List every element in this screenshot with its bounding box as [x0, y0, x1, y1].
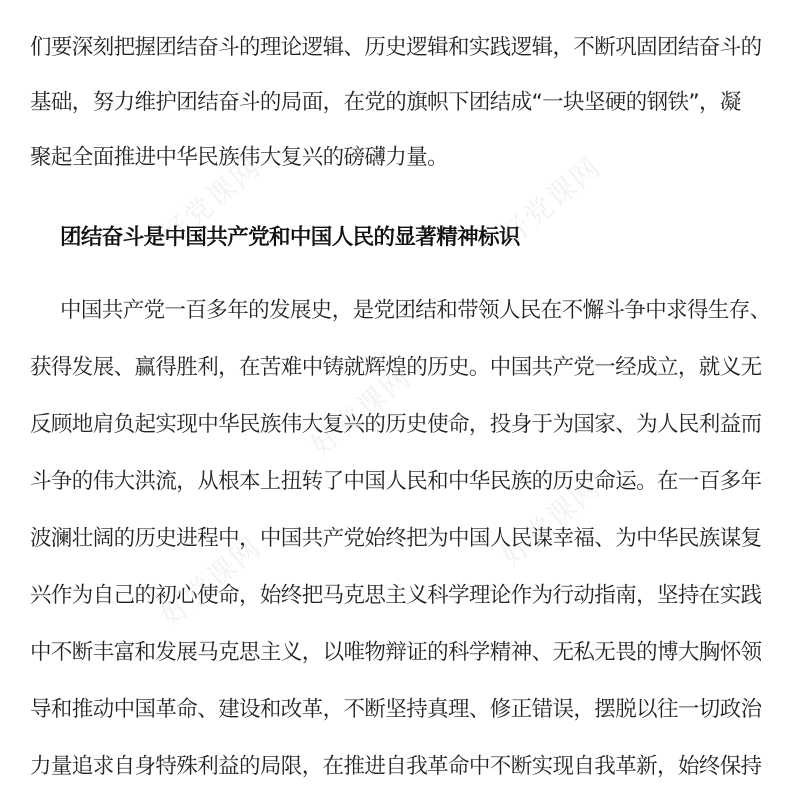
paragraph2-line-9: 力量追求自身特殊利益的局限，在推进自我革命中不断实现自我革新，始终保持 [30, 754, 762, 779]
paragraph1-line-3: 聚起全面推进中华民族伟大复兴的磅礴力量。 [30, 145, 449, 170]
paragraph2-line-1: 中国共产党一百多年的发展史，是党团结和带领人民在不懈斗争中求得生存、 [60, 298, 771, 323]
paragraph2-line-6: 兴作为自己的初心使命，始终把马克思主义科学理论作为行动指南，坚持在实践 [30, 583, 762, 608]
paragraph1-line-2: 基础，努力维护团结奋斗的局面，在党的旗帜下团结成“一块坚硬的钢铁”，凝 [30, 90, 741, 115]
paragraph2-line-3: 反顾地肩负起实现中华民族伟大复兴的历史使命，投身于为国家、为人民利益而 [30, 412, 762, 437]
paragraph2-line-8: 导和推动中国革命、建设和改革，不断坚持真理、修正错误，摆脱以往一切政治 [30, 697, 762, 722]
watermark-text: 好党课网 [494, 469, 608, 573]
paragraph2-line-2: 获得发展、赢得胜利，在苦难中铸就辉煌的历史。中国共产党一经成立，就义无 [30, 355, 762, 380]
watermark-text: 好党课网 [154, 149, 268, 253]
paragraph1-line-1: 们要深刻把握团结奋斗的理论逻辑、历史逻辑和实践逻辑，不断巩固团结奋斗的 [30, 35, 762, 60]
paragraph2-line-5: 波澜壮阔的历史进程中，中国共产党始终把为中国人民谋幸福、为中华民族谋复 [30, 526, 762, 551]
paragraph2-line-4: 斗争的伟大洪流，从根本上扭转了中国人民和中华民族的历史命运。在一百多年 [30, 469, 762, 494]
paragraph2-line-7: 中不断丰富和发展马克思主义，以唯物辩证的科学精神、无私无畏的博大胸怀领 [30, 640, 762, 665]
section-heading: 团结奋斗是中国共产党和中国人民的显著精神标识 [60, 225, 520, 250]
watermark-text: 好党课网 [494, 149, 608, 253]
watermark-text: 好党课网 [304, 359, 418, 463]
watermark-text: 好党课网 [154, 529, 268, 633]
